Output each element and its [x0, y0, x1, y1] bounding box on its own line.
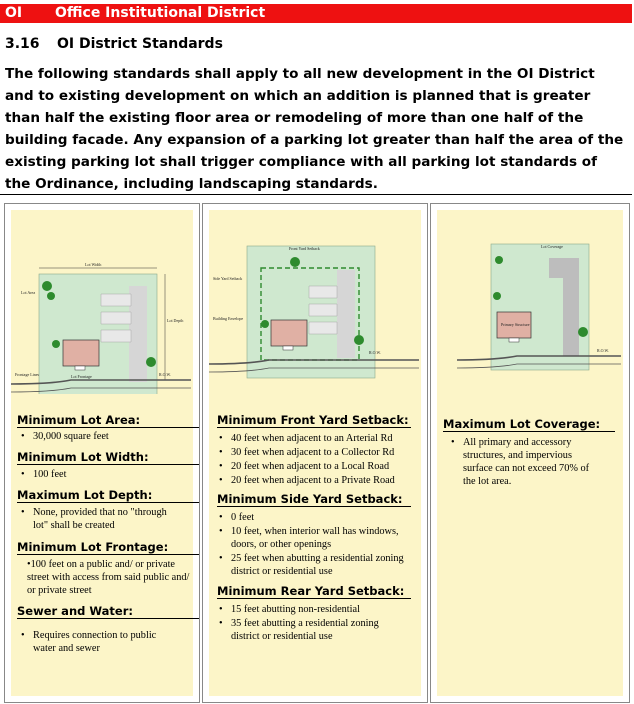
list-item: •100 feet on a public and/ or private street with access from said public and/ or private street: [27, 559, 190, 596]
min-lot-width-heading: Minimum Lot Width:: [17, 450, 199, 465]
lot-coverage-panel: [430, 203, 630, 703]
side-yard-label: Side Yard Setback: [213, 276, 243, 281]
max-coverage-list: [449, 436, 599, 489]
sewer-water-list: [19, 629, 181, 656]
row-label: R.O.W.: [369, 350, 381, 355]
intro-paragraph: The following standards shall apply to all new development in the OI District and to existing development on which an addition is planned that is greater than half the existing floor area or remodeling of more than one half of the building facade. Any expansion of a parking lot greater than half the area of the existing parking lot shall trigger compliance with all parking lot standards of the Ordinance, including landscaping standards.: [5, 66, 624, 192]
lot-width-label: Lot Width: [85, 262, 102, 267]
list-item: • None, provided that no "through lot" shall be created: [19, 506, 181, 532]
district-title: Office Institutional District: [55, 5, 266, 21]
coverage-label: Lot Coverage: [541, 244, 563, 249]
min-lot-width-list: [19, 468, 191, 482]
section-heading: [5, 36, 223, 52]
list-item: • 20 feet when adjacent to a Local Road: [217, 460, 417, 473]
setbacks-panel: [202, 203, 428, 703]
front-yard-label: Front Yard Setback: [289, 246, 320, 251]
max-lot-depth-heading: Maximum Lot Depth:: [17, 488, 199, 503]
list-item: • 35 feet abutting a residential zoning district or residential use: [217, 617, 407, 643]
side-setback-heading: Minimum Side Yard Setback:: [217, 492, 411, 507]
divider-line: [0, 194, 632, 195]
section-title: OI District Standards: [57, 36, 223, 52]
list-item: • 25 feet when abutting a residential zoning district or residential use: [217, 552, 407, 578]
district-banner: [0, 4, 632, 23]
lot-area-label: Lot Area: [21, 290, 36, 295]
lot-depth-label: Lot Depth: [167, 318, 184, 323]
list-item: • 0 feet: [217, 511, 407, 524]
row-label: R.O.W.: [159, 372, 171, 377]
list-item: • 30,000 square feet: [19, 430, 191, 443]
lot-dimensions-diagram: [11, 234, 191, 394]
min-lot-frontage-heading: Minimum Lot Frontage:: [17, 540, 199, 555]
min-lot-frontage-list: [19, 558, 191, 598]
sewer-water-heading: Sewer and Water:: [17, 604, 199, 619]
lot-coverage-diagram: [437, 238, 621, 388]
lot-frontage-label: Lot Frontage: [71, 374, 92, 379]
list-item: • 40 feet when adjacent to an Arterial Rd: [217, 432, 417, 445]
frontage-lines-label: Frontage Lines: [15, 372, 40, 377]
building-envelope-label: Building Envelope: [213, 316, 244, 321]
setbacks-diagram: [209, 240, 419, 390]
district-code: OI: [5, 5, 23, 21]
section-number: 3.16: [5, 36, 40, 52]
list-item: • 10 feet, when interior wall has windows, doors, or other openings: [217, 525, 407, 551]
lot-dimensions-panel: [4, 203, 200, 703]
row-label: R.O.W.: [597, 348, 609, 353]
max-lot-depth-list: [19, 506, 181, 533]
rear-setback-heading: Minimum Rear Yard Setback:: [217, 584, 411, 599]
list-item: • All primary and accessory structures, and impervious surface can not exceed 70% of the lot area.: [449, 436, 599, 488]
front-setback-heading: Minimum Front Yard Setback:: [217, 413, 411, 428]
list-item: • 100 feet: [19, 468, 191, 481]
min-lot-area-list: [19, 430, 191, 444]
min-lot-area-heading: Minimum Lot Area:: [17, 413, 199, 428]
side-setback-list: [217, 511, 407, 579]
list-item: • Requires connection to public water and sewer: [19, 629, 181, 655]
front-setback-list: [217, 432, 417, 488]
list-item: • 15 feet abutting non-residential: [217, 603, 407, 616]
list-item: • 30 feet when adjacent to a Collector Rd: [217, 446, 417, 459]
primary-structure-label: Primary Structure: [501, 322, 530, 327]
list-item: • 20 feet when adjacent to a Private Road: [217, 474, 417, 487]
rear-setback-list: [217, 603, 407, 644]
max-coverage-heading: Maximum Lot Coverage:: [443, 417, 615, 432]
